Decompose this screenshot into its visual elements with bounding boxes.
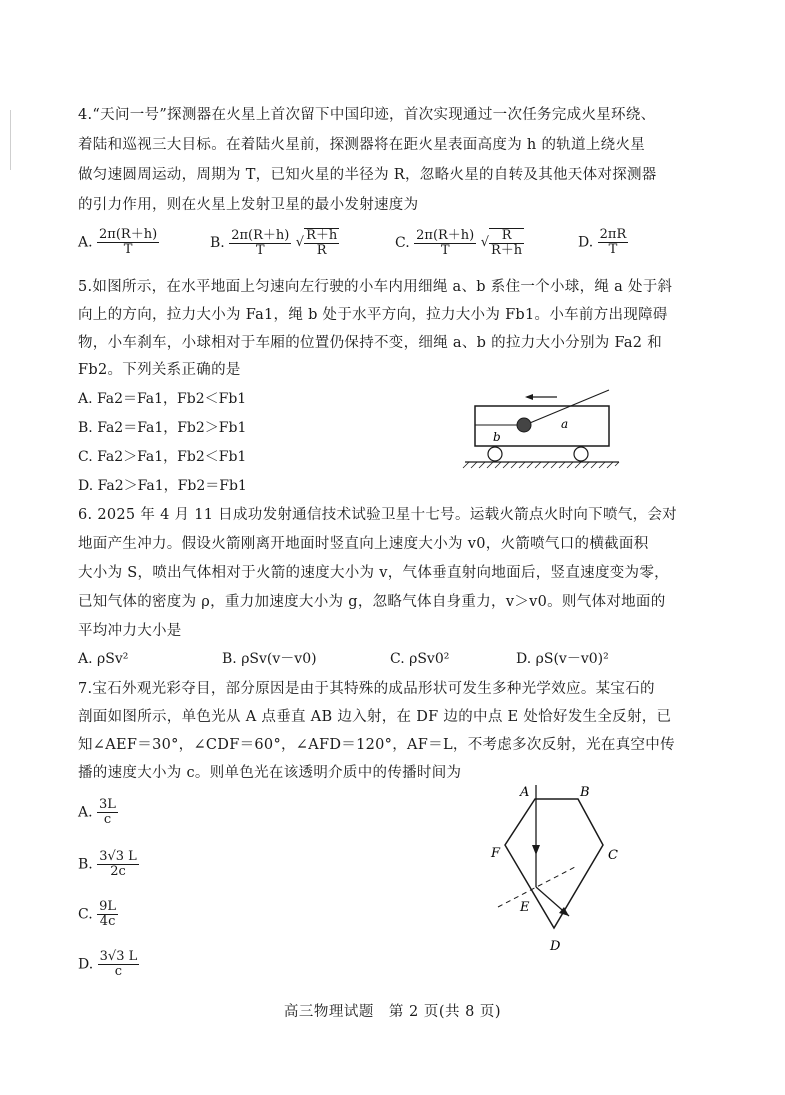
- q4-option-c: C. $\frac{2\pi(R+h)}{T}$ √ $\frac{R}{R+h}$: [395, 227, 523, 258]
- point-F-label: F: [491, 846, 501, 861]
- q6-option-d: D. ρS(v－v0)²: [516, 651, 609, 667]
- q4-option-a: A. $\frac{2\pi(R+h)}{T}$: [78, 227, 158, 257]
- q5-line-1: 5.如图所示，在水平地面上匀速向左行驶的小车内用细绳 a、b 系住一个小球，绳 a 处于斜: [78, 279, 673, 295]
- q4-line-2: 着陆和巡视三大目标。在着陆火星前，探测器将在距火星表面高度为 h 的轨道上绕火星: [78, 137, 646, 153]
- q6-line-1: 6. 2025 年 4 月 11 日成功发射通信技术试验卫星十七号。运载火箭点火时向下喷气，会对: [78, 507, 677, 523]
- q5-option-b: B. Fa2＝Fa1，Fb2＞Fb1: [78, 420, 247, 436]
- point-C-label: C: [608, 848, 618, 863]
- q7-line-3: 知∠AEF＝30°，∠CDF＝60°，∠AFD＝120°，AF＝L，不考虑多次反射，光在真空中传: [78, 737, 675, 753]
- q4-line-3: 做匀速圆周运动，周期为 T，已知火星的半径为 R，忽略火星的自转及其他天体对探测器: [78, 167, 657, 183]
- q4-option-d: D. $\frac{2\pi R}{T}$: [578, 227, 627, 257]
- q6-option-a: A. ρSv²: [78, 651, 129, 667]
- q7-option-b: B. $\frac{3√3 L}{2c}$: [78, 849, 137, 879]
- q7-line-1: 7.宝石外观光彩夺目，部分原因是由于其特殊的成品形状可发生多种光学效应。某宝石的: [78, 681, 655, 697]
- q7-option-c: C. $\frac{9L}{4c}$: [78, 899, 117, 929]
- page-edge-mark: [10, 110, 11, 170]
- q5-line-3: 物，小车刹车，小球相对于车厢的位置仍保持不变，细绳 a、b 的拉力大小分别为 Fa2 和: [78, 335, 663, 351]
- q7-line-2: 剖面如图所示，单色光从 A 点垂直 AB 边入射，在 DF 边的中点 E 处恰好发生全反射，已: [78, 709, 672, 725]
- rope-a-label: a: [561, 417, 569, 431]
- q6-line-5: 平均冲力大小是: [78, 623, 182, 639]
- q7-line-4: 播的速度大小为 c。则单色光在该透明介质中的传播时间为: [78, 765, 462, 781]
- q5-option-a: A. Fa2＝Fa1，Fb2＜Fb1: [78, 391, 247, 407]
- point-D-label: D: [550, 939, 561, 954]
- q6-line-4: 已知气体的密度为 ρ，重力加速度大小为 g，忽略气体自身重力，v＞v0。则气体对地面的: [78, 594, 666, 610]
- q6-line-2: 地面产生冲力。假设火箭刚离开地面时竖直向上速度大小为 v0，火箭喷气口的横截面积: [78, 536, 649, 552]
- page-footer: 高三物理试题 第 2 页(共 8 页): [283, 1004, 502, 1020]
- q4-line-1: 4.“天问一号”探测器在火星上首次留下中国印迹，首次实现通过一次任务完成火星环绕、: [78, 107, 656, 123]
- point-A-label: A: [520, 785, 530, 800]
- q5-line-4: Fb2。下列关系正确的是: [78, 362, 241, 378]
- q6-line-3: 大小为 S，喷出气体相对于火箭的速度大小为 v，气体垂直射向地面后，竖直速度变为零，: [78, 565, 669, 581]
- q7-option-d: D. $\frac{3√3 L}{c}$: [78, 949, 138, 979]
- q4-option-b: B. $\frac{2\pi(R+h)}{T}$ √ $\frac{R+h}{R}$: [210, 227, 338, 258]
- q7-option-a: A. $\frac{3L}{c}$: [78, 797, 116, 827]
- point-E-label: E: [520, 900, 530, 915]
- rope-b-label: b: [493, 430, 501, 444]
- cart-figure: [455, 388, 625, 473]
- q4-line-4: 的引力作用，则在火星上发射卫星的最小发射速度为: [78, 197, 419, 213]
- q5-line-2: 向上的方向，拉力大小为 Fa1，绳 b 处于水平方向，拉力大小为 Fb1。小车前方出现障碍: [78, 307, 668, 323]
- gemstone-figure: [480, 775, 640, 960]
- point-B-label: B: [580, 785, 590, 800]
- q6-option-b: B. ρSv(v－v0): [222, 651, 317, 667]
- q6-option-c: C. ρSv0²: [390, 651, 450, 667]
- q5-option-c: C. Fa2＞Fa1，Fb2＜Fb1: [78, 449, 247, 465]
- q5-option-d: D. Fa2＞Fa1，Fb2＝Fb1: [78, 478, 247, 494]
